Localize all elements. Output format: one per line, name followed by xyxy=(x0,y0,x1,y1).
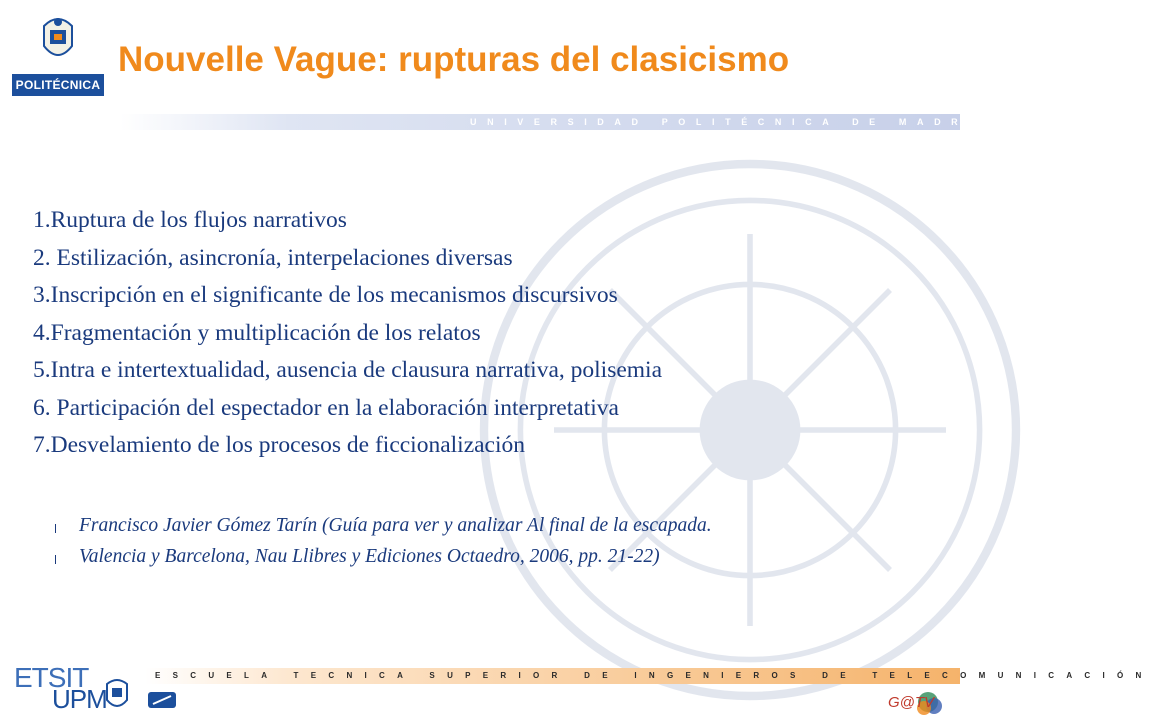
reference-item xyxy=(55,510,712,541)
ssr-logo-icon xyxy=(148,690,176,710)
reference-list xyxy=(55,510,712,572)
point-item: 5.Intra e intertextualidad, ausencia de clausura narrativa, polisemia xyxy=(33,357,663,383)
point-item: 3.Inscripción en el significante de los mecanismos discursivos xyxy=(33,282,618,308)
seal-icon xyxy=(104,676,130,712)
points-list xyxy=(33,202,662,465)
upm-wordmark: UPM xyxy=(52,684,107,714)
upm-logo xyxy=(10,12,104,100)
reference-text: Francisco Javier Gómez Tarín (Guía para ver y analizar Al final de la escapada. xyxy=(79,515,712,536)
point-item: 6. Participación del espectador en la elaboración interpretativa xyxy=(33,394,619,421)
bullet-icon xyxy=(55,524,56,533)
slide-title: Nouvelle Vague: rupturas del clasicismo xyxy=(118,40,790,79)
logo-label: POLITÉCNICA xyxy=(12,74,104,96)
etsit-logo: ETSIT xyxy=(14,662,89,693)
crest-icon xyxy=(40,12,76,64)
gatv-wordmark: G@TV xyxy=(888,694,935,711)
school-band-text: ESCUELA TECNICA SUPERIOR DE INGENIEROS DE TELECOMUNICACIÓN xyxy=(155,671,1154,680)
point-item: 4.Fragmentación y multiplicación de los relatos xyxy=(33,319,481,346)
reference-text: Valencia y Barcelona, Nau Llibres y Ediciones Octaedro, 2006, pp. 21-22) xyxy=(79,546,660,567)
point-item: 7.Desvelamiento de los procesos de ficcionalización xyxy=(33,432,526,458)
point-item: 2. Estilización, asincronía, interpelaciones diversas xyxy=(33,244,513,271)
point-item: 1.Ruptura de los flujos narrativos xyxy=(33,207,347,233)
bullet-icon xyxy=(55,555,56,564)
university-band-text: UNIVERSIDAD POLITÉCNICA DE MADRID xyxy=(470,117,999,127)
reference-item xyxy=(55,541,712,572)
